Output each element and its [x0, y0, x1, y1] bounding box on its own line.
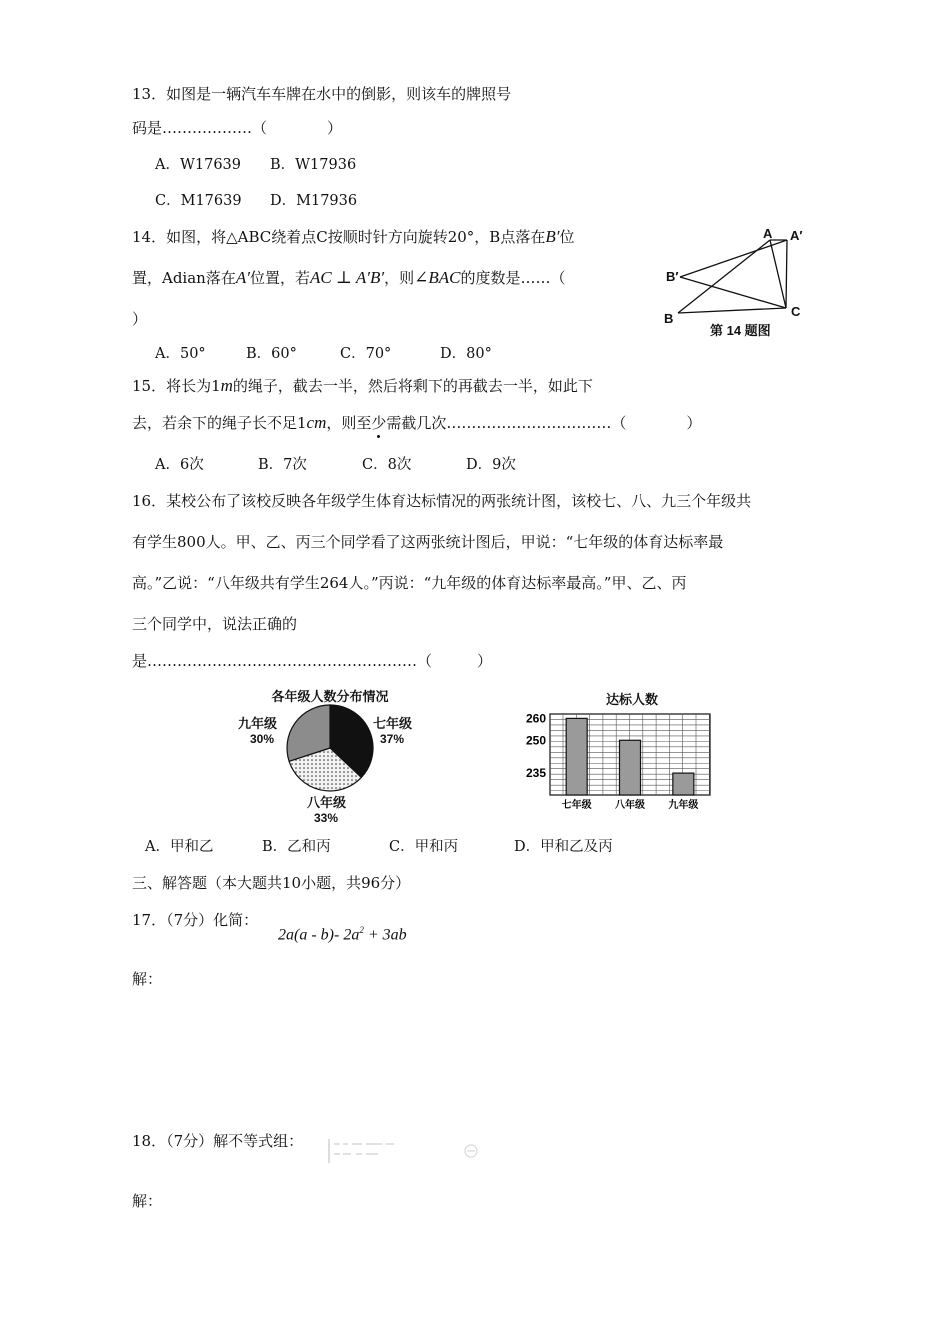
q15-line1-a: 15．将长为1 — [132, 377, 221, 395]
q17-label: 17．（7分）化简： — [132, 911, 259, 929]
q14-option-b: B．60° — [246, 346, 297, 362]
q15-option-a: A．6次 — [155, 457, 204, 473]
q14-line1-text: 14．如图，将△ABC绕着点C按顺时针方向旋转20°，B点落在 — [132, 228, 546, 246]
q14-line1-end: 位 — [559, 228, 575, 246]
pie-pct-seventh: 37% — [380, 732, 405, 746]
bar-seventh — [566, 718, 587, 795]
bar-chart — [515, 690, 725, 815]
section3-heading: 三、解答题（本大题共10小题，共96分） — [132, 874, 411, 892]
seg-bprime-aprime — [680, 240, 787, 277]
bar-ninth — [673, 773, 694, 795]
seg-aprime-c — [786, 240, 787, 308]
q16-line1: 16．某校公布了该校反映各年级学生体育达标情况的两张统计图，该校七、八、九三个年级共 — [132, 492, 752, 510]
q17-expr-main: 2a(a - b)- 2a — [278, 926, 360, 944]
bar-ytick-250: 250 — [525, 733, 546, 748]
q14-line3: ） — [132, 310, 148, 328]
q14-line2-a: 置，Adian落在 — [132, 269, 236, 287]
q17-expression — [278, 919, 407, 946]
pie-pct-eighth: 33% — [314, 811, 339, 825]
q15-line1 — [132, 376, 593, 396]
label-aprime: A′ — [790, 228, 803, 243]
q13-option-d: D．M17936 — [270, 193, 358, 209]
bar-eighth — [620, 740, 641, 795]
q16-option-b: B．乙和丙 — [262, 839, 331, 855]
q14-line2-b: 位置，若 — [249, 269, 310, 287]
q15-line2 — [132, 413, 701, 433]
q14-option-c: C．70° — [340, 346, 392, 362]
seg-b-c — [678, 308, 786, 313]
q16-option-c: C．甲和丙 — [389, 839, 459, 855]
q13-option-a: A．W17639 — [155, 157, 242, 173]
q18-inequality-image — [326, 1136, 481, 1166]
q17-expr-tail: + 3ab — [367, 926, 407, 944]
q14-figure — [660, 228, 810, 340]
bar-title: 达标人数 — [605, 692, 659, 707]
label-bprime: B′ — [666, 269, 679, 284]
q16-line2: 有学生800人。甲、乙、丙三个同学看了这两张统计图后，甲说：“七年级的体育达标率最 — [132, 533, 724, 551]
q15-emphasis-char: 少 — [371, 414, 387, 432]
pie-pct-ninth: 30% — [250, 732, 275, 746]
q16-option-d: D．甲和乙及丙 — [514, 839, 613, 855]
q14-angle-expr: ∠BAC — [414, 268, 461, 287]
q15-unit-m: m — [220, 376, 233, 395]
pie-label-seventh: 七年级 — [373, 716, 413, 731]
q14-aprime: A′ — [235, 268, 250, 287]
label-a: A — [763, 228, 773, 241]
q13-line2: 码是………………（ ） — [132, 119, 343, 137]
bar-category-label-seventh: 七年级 — [561, 800, 592, 811]
q15-option-b: B．7次 — [258, 457, 307, 473]
q18-label: 18．（7分）解不等式组： — [132, 1132, 304, 1150]
bar-category-label-ninth: 九年级 — [668, 800, 699, 811]
q14-line2-c: ，则 — [384, 269, 415, 287]
q17-answer-label: 解： — [132, 970, 163, 988]
q16-line4: 三个同学中，说法正确的 — [132, 615, 298, 633]
bar-ytick-235: 235 — [525, 766, 546, 781]
q15-line2-a: 去，若余下的绳子长不足1 — [132, 414, 307, 432]
q13-line1: 13．如图是一辆汽车车牌在水中的倒影，则该车的牌照号 — [132, 85, 512, 103]
pie-title: 各年级人数分布情况 — [271, 689, 389, 704]
q16-option-a: A．甲和乙 — [145, 839, 214, 855]
q15-line2-c: 需截几次……………………………（ ） — [386, 414, 702, 432]
pie-chart — [230, 686, 430, 831]
q14-option-d: D．80° — [440, 346, 492, 362]
q14-line2-d: 的度数是……（ — [460, 269, 566, 287]
q15-option-c: C．8次 — [362, 457, 412, 473]
q13-option-c: C．M17639 — [155, 193, 242, 209]
q14-bprime: B′ — [545, 227, 560, 246]
q15-line2-b: ，则至 — [326, 414, 372, 432]
pie-label-eighth: 八年级 — [307, 795, 347, 810]
q16-line5: 是………………………………………………（ ） — [132, 652, 493, 670]
bar-category-label-eighth: 八年级 — [615, 800, 645, 811]
seg-bprime-c — [680, 277, 786, 308]
q14-line2 — [132, 268, 565, 288]
figure-caption: 第 14 题图 — [710, 323, 771, 338]
q18-answer-label: 解： — [132, 1192, 163, 1210]
q14-line1 — [132, 227, 574, 247]
q15-option-d: D．9次 — [466, 457, 516, 473]
q13-option-b: B．W17936 — [270, 157, 357, 173]
bar-ytick-260: 260 — [525, 711, 546, 726]
q17-expr-exp: 2 — [359, 925, 364, 935]
seg-a-c — [770, 240, 786, 308]
pie-label-ninth: 九年级 — [238, 716, 278, 731]
q14-option-a: A．50° — [155, 346, 206, 362]
q16-line3: 高。”乙说：“八年级共有学生264人。”丙说：“九年级的体育达标率最高。”甲、乙、丙 — [132, 574, 687, 592]
label-b: B — [664, 311, 674, 326]
q15-unit-cm: cm — [306, 413, 327, 432]
q15-line1-b: 的绳子，截去一半，然后将剩下的再截去一半，如此下 — [232, 377, 593, 395]
label-c: C — [791, 304, 801, 319]
q14-perp-expr: AC ⊥ A′B′ — [309, 268, 385, 287]
